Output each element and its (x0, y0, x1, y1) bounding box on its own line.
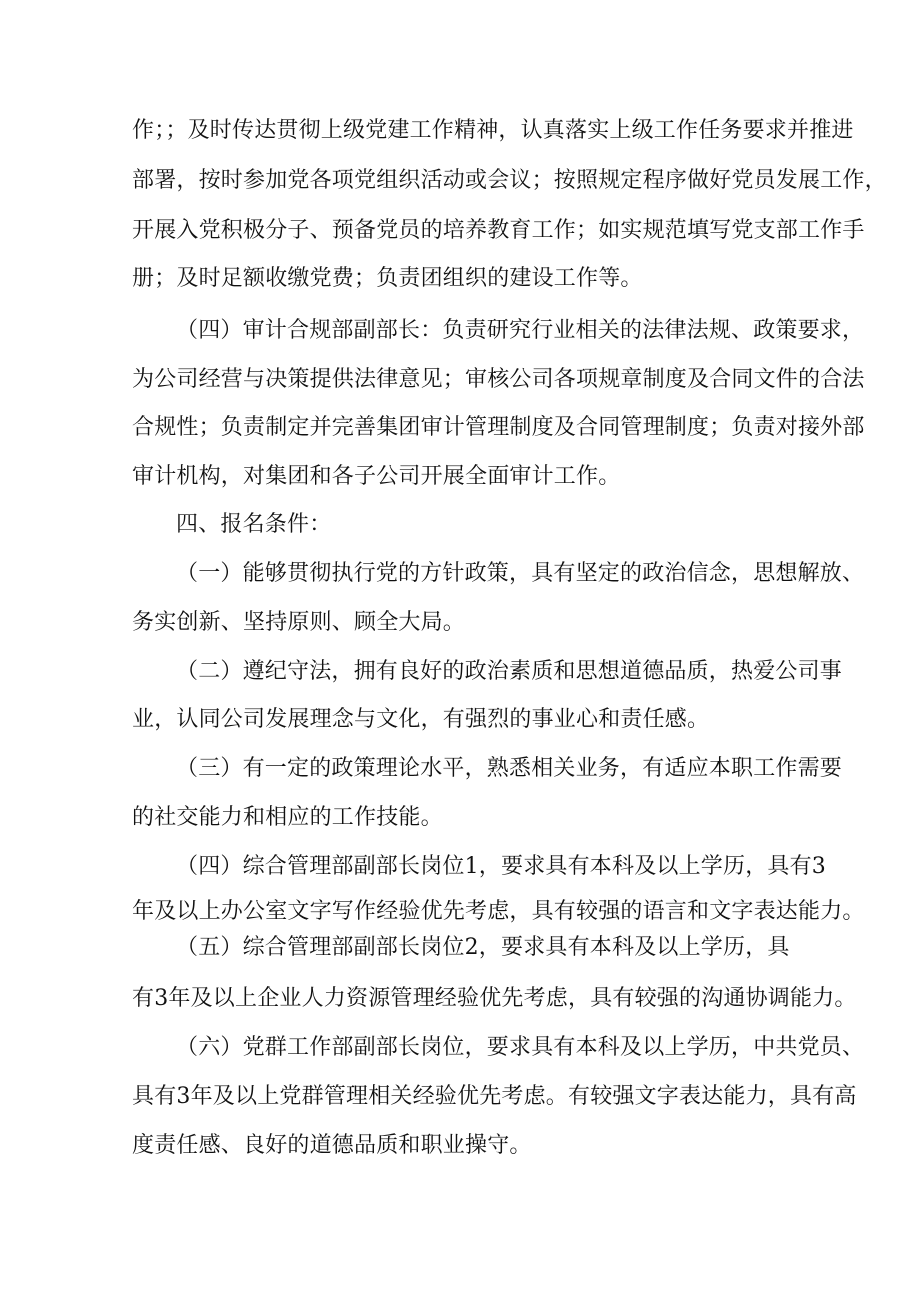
paragraph-line: 审计机构，对集团和各子公司开展全面审计工作。 (132, 464, 621, 489)
paragraph-line: 年及以上办公室文字写作经验优先考虑，具有较强的语言和文字表达能力。 (132, 899, 865, 924)
section-heading: 四、报名条件： (176, 512, 332, 537)
paragraph-line: （六）党群工作部副部长岗位，要求具有本科及以上学历，中共党员、 (176, 1035, 865, 1060)
paragraph-line: 作；；及时传达贯彻上级党建工作精神，认真落实上级工作任务要求并推进 (132, 118, 854, 143)
paragraph-line: 有3年及以上企业人力资源管理经验优先考虑，具有较强的沟通协调能力。 (132, 986, 857, 1011)
paragraph-line: 业，认同公司发展理念与文化，有强烈的事业心和责任感。 (132, 707, 710, 732)
paragraph-line: （二）遵纪守法，拥有良好的政治素质和思想道德品质，热爱公司事 (176, 659, 843, 684)
paragraph-line: 务实创新、坚持原则、顾全大局。 (132, 610, 466, 635)
paragraph-line: （四）审计合规部副部长：负责研究行业相关的法律法规、政策要求， (176, 318, 865, 343)
paragraph-line: （三）有一定的政策理论水平，熟悉相关业务，有适应本职工作需要 (176, 756, 843, 781)
paragraph-line: 度责任感、良好的道德品质和职业操守。 (132, 1133, 532, 1158)
paragraph-line: 开展入党积极分子、预备党员的培养教育工作；如实规范填写党支部工作手 (132, 218, 865, 243)
paragraph-line: 合规性；负责制定并完善集团审计管理制度及合同管理制度；负责对接外部 (132, 415, 865, 440)
paragraph-line: 的社交能力和相应的工作技能。 (132, 805, 443, 830)
paragraph-line: 册；及时足额收缴党费；负责团组织的建设工作等。 (132, 266, 643, 291)
paragraph-line: 为公司经营与决策提供法律意见；审核公司各项规章制度及合同文件的合法 (132, 367, 865, 392)
paragraph-line: （五）综合管理部副部长岗位2，要求具有本科及以上学历，具 (176, 935, 790, 960)
paragraph-line: （四）综合管理部副部长岗位1，要求具有本科及以上学历，具有3 (176, 854, 826, 879)
paragraph-line: （一）能够贯彻执行党的方针政策，具有坚定的政治信念，思想解放、 (176, 561, 865, 586)
paragraph-line: 具有3年及以上党群管理相关经验优先考虑。有较强文字表达能力，具有高 (132, 1084, 857, 1109)
paragraph-line: 部署，按时参加党各项党组织活动或会议；按照规定程序做好党员发展工作， (132, 168, 887, 193)
